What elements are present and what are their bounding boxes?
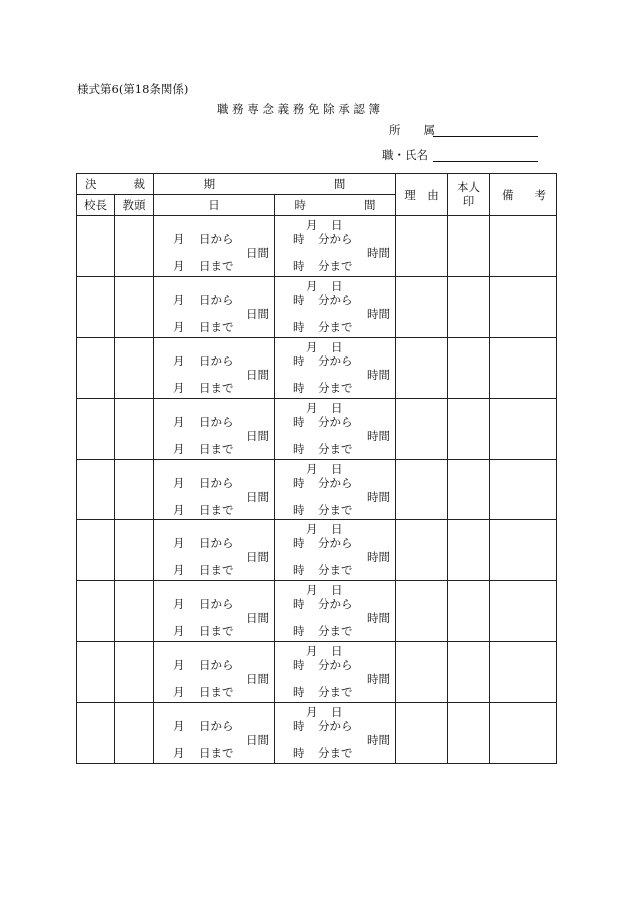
date-from-day-label: 日から — [199, 475, 234, 490]
seal-cell[interactable] — [448, 276, 490, 337]
principal-approval-cell[interactable] — [77, 581, 115, 642]
date-to-month-label: 月 — [173, 259, 185, 273]
remarks-cell[interactable] — [490, 459, 557, 520]
remarks-header — [490, 174, 557, 216]
remarks-cell[interactable] — [490, 398, 557, 459]
affiliation-field[interactable] — [433, 136, 538, 137]
day-period-cell — [154, 642, 275, 703]
name-field[interactable] — [433, 161, 538, 162]
time-day-label: 日 — [331, 705, 343, 719]
time-from-min-label: 分から — [318, 414, 353, 429]
reason-header: 理 由 — [396, 174, 448, 216]
table-row — [77, 703, 557, 764]
principal-approval-cell[interactable] — [77, 276, 115, 337]
remarks-cell[interactable] — [490, 216, 557, 277]
table-row — [77, 520, 557, 581]
reason-cell[interactable] — [396, 520, 448, 581]
time-period-cell — [275, 337, 396, 398]
time-hours-label: 時間 — [367, 733, 390, 747]
time-month-label: 月 — [306, 339, 318, 354]
time-hours-label: 時間 — [367, 672, 390, 687]
date-from-month-label: 月 — [173, 536, 185, 551]
time-hours-label: 時間 — [367, 246, 390, 260]
date-to-day-label: 日まで — [199, 502, 234, 517]
time-from-min-label: 分から — [318, 597, 353, 612]
time-period-cell — [275, 216, 396, 277]
date-to-month-label: 月 — [173, 502, 185, 517]
table-row — [77, 581, 557, 642]
time-hours-label: 時間 — [367, 367, 390, 382]
period-header-left: 期 — [203, 177, 216, 191]
date-days-label: 日間 — [246, 306, 269, 321]
time-to-hour-label: 時 — [293, 259, 305, 273]
time-from-min-label: 分から — [318, 658, 353, 673]
date-to-day-label: 日まで — [199, 563, 234, 578]
time-period-cell — [275, 398, 396, 459]
time-day-label: 日 — [331, 461, 343, 476]
day-period-cell — [154, 581, 275, 642]
time-header-right: 間 — [364, 198, 376, 212]
time-to-hour-label: 時 — [293, 563, 305, 578]
date-from-month-label: 月 — [173, 658, 185, 673]
time-day-label: 日 — [331, 339, 343, 354]
table-row — [77, 337, 557, 398]
date-from-month-label: 月 — [173, 292, 185, 307]
time-from-hour-label: 時 — [293, 232, 305, 246]
date-to-month-label: 月 — [173, 319, 185, 334]
date-from-day-label: 日から — [199, 658, 234, 673]
time-from-min-label: 分から — [318, 719, 353, 733]
time-month-label: 月 — [306, 522, 318, 537]
date-from-day-label: 日から — [199, 292, 234, 307]
time-period-cell — [275, 520, 396, 581]
principal-approval-cell[interactable] — [77, 398, 115, 459]
form-number: 様式第6(第18条関係) — [77, 82, 189, 96]
time-to-hour-label: 時 — [293, 502, 305, 517]
time-from-hour-label: 時 — [293, 597, 305, 612]
time-from-hour-label: 時 — [293, 414, 305, 429]
date-from-day-label: 日から — [199, 536, 234, 551]
table-row — [77, 216, 557, 277]
time-from-hour-label: 時 — [293, 475, 305, 490]
date-to-day-label: 日まで — [199, 746, 234, 760]
date-days-label: 日間 — [246, 672, 269, 687]
principal-header: 校長 — [77, 195, 115, 216]
time-from-hour-label: 時 — [293, 292, 305, 307]
date-from-day-label: 日から — [199, 414, 234, 429]
time-to-hour-label: 時 — [293, 380, 305, 395]
date-to-month-label: 月 — [173, 563, 185, 578]
decision-header-right: 裁 — [133, 177, 145, 191]
time-month-label: 月 — [306, 583, 318, 598]
head-teacher-approval-cell[interactable] — [115, 642, 154, 703]
reason-cell[interactable] — [396, 642, 448, 703]
name-label: 職・氏名 — [382, 148, 428, 162]
date-to-month-label: 月 — [173, 746, 185, 760]
seal-cell[interactable] — [448, 459, 490, 520]
day-period-cell — [154, 276, 275, 337]
time-month-label: 月 — [306, 400, 318, 415]
date-days-label: 日間 — [246, 428, 269, 443]
date-to-month-label: 月 — [173, 685, 185, 700]
head-teacher-approval-cell[interactable] — [115, 398, 154, 459]
time-month-label: 月 — [306, 644, 318, 659]
decision-header — [77, 174, 154, 195]
time-to-min-label: 分まで — [318, 624, 353, 639]
time-from-hour-label: 時 — [293, 658, 305, 673]
time-day-label: 日 — [331, 522, 343, 537]
reason-cell[interactable] — [396, 337, 448, 398]
seal-cell[interactable] — [448, 642, 490, 703]
reason-cell[interactable] — [396, 459, 448, 520]
approval-register-table — [76, 173, 557, 764]
time-from-min-label: 分から — [318, 536, 353, 551]
date-from-month-label: 月 — [173, 414, 185, 429]
date-to-day-label: 日まで — [199, 685, 234, 700]
principal-approval-cell[interactable] — [77, 337, 115, 398]
date-to-month-label: 月 — [173, 380, 185, 395]
date-to-day-label: 日まで — [199, 319, 234, 334]
day-period-cell — [154, 398, 275, 459]
time-to-min-label: 分まで — [318, 685, 353, 700]
head-teacher-approval-cell[interactable] — [115, 276, 154, 337]
affiliation-label: 所 属 — [389, 123, 435, 137]
date-days-label: 日間 — [246, 489, 269, 504]
time-from-min-label: 分から — [318, 475, 353, 490]
time-to-hour-label: 時 — [293, 319, 305, 334]
time-hours-label: 時間 — [367, 550, 390, 565]
date-from-month-label: 月 — [173, 475, 185, 490]
day-period-cell — [154, 520, 275, 581]
time-from-hour-label: 時 — [293, 536, 305, 551]
reason-cell[interactable] — [396, 703, 448, 764]
reason-cell[interactable] — [396, 216, 448, 277]
time-from-min-label: 分から — [318, 353, 353, 368]
date-from-month-label: 月 — [173, 353, 185, 368]
day-period-cell — [154, 216, 275, 277]
time-to-hour-label: 時 — [293, 746, 305, 760]
time-from-hour-label: 時 — [293, 719, 305, 733]
head-teacher-approval-cell[interactable] — [115, 216, 154, 277]
date-from-day-label: 日から — [199, 719, 234, 733]
date-days-label: 日間 — [246, 367, 269, 382]
time-hours-label: 時間 — [367, 306, 390, 321]
time-to-min-label: 分まで — [318, 380, 353, 395]
time-to-min-label: 分まで — [318, 563, 353, 578]
remarks-cell[interactable] — [490, 276, 557, 337]
principal-approval-cell[interactable] — [77, 520, 115, 581]
time-from-min-label: 分から — [318, 292, 353, 307]
time-day-label: 日 — [331, 218, 343, 232]
date-to-day-label: 日まで — [199, 380, 234, 395]
principal-approval-cell[interactable] — [77, 642, 115, 703]
date-from-day-label: 日から — [199, 597, 234, 612]
table-row — [77, 276, 557, 337]
seal-cell[interactable] — [448, 216, 490, 277]
form-title: 職 務 専 念 義 務 免 除 承 認 簿 — [217, 102, 381, 116]
date-days-label: 日間 — [246, 246, 269, 260]
period-header — [154, 174, 396, 195]
remarks-header-right: 考 — [534, 187, 546, 202]
time-hours-label: 時間 — [367, 611, 390, 626]
day-period-cell — [154, 337, 275, 398]
seal-header-line2: 印 — [462, 193, 475, 208]
remarks-cell[interactable] — [490, 337, 557, 398]
head-teacher-approval-cell[interactable] — [115, 459, 154, 520]
time-month-label: 月 — [306, 278, 318, 293]
remarks-cell[interactable] — [490, 581, 557, 642]
reason-cell[interactable] — [396, 398, 448, 459]
date-days-label: 日間 — [246, 550, 269, 565]
period-header-right: 間 — [333, 177, 346, 191]
time-hours-label: 時間 — [367, 428, 390, 443]
remarks-cell[interactable] — [490, 703, 557, 764]
time-period-cell — [275, 459, 396, 520]
seal-header-line1: 本人 — [457, 180, 480, 195]
time-period-cell — [275, 581, 396, 642]
reason-cell[interactable] — [396, 276, 448, 337]
seal-header — [448, 174, 490, 216]
seal-cell[interactable] — [448, 337, 490, 398]
date-from-month-label: 月 — [173, 232, 185, 246]
seal-cell[interactable] — [448, 520, 490, 581]
head-teacher-header: 教頭 — [115, 195, 154, 216]
date-days-label: 日間 — [246, 611, 269, 626]
time-to-hour-label: 時 — [293, 685, 305, 700]
principal-approval-cell[interactable] — [77, 459, 115, 520]
time-header-left: 時 — [294, 198, 306, 212]
time-month-label: 月 — [306, 218, 318, 232]
principal-approval-cell[interactable] — [77, 216, 115, 277]
time-to-min-label: 分まで — [318, 259, 353, 273]
header-row-1 — [77, 174, 557, 195]
time-to-min-label: 分まで — [318, 746, 353, 760]
date-from-month-label: 月 — [173, 719, 185, 733]
time-day-label: 日 — [331, 400, 343, 415]
date-days-label: 日間 — [246, 733, 269, 747]
date-to-day-label: 日まで — [199, 441, 234, 456]
remarks-cell[interactable] — [490, 642, 557, 703]
time-header — [275, 195, 396, 216]
time-day-label: 日 — [331, 644, 343, 659]
time-to-min-label: 分まで — [318, 441, 353, 456]
remarks-cell[interactable] — [490, 520, 557, 581]
head-teacher-approval-cell[interactable] — [115, 520, 154, 581]
reason-cell[interactable] — [396, 581, 448, 642]
seal-cell[interactable] — [448, 398, 490, 459]
time-month-label: 月 — [306, 705, 318, 719]
time-to-min-label: 分まで — [318, 319, 353, 334]
date-to-day-label: 日まで — [199, 259, 234, 273]
principal-approval-cell[interactable] — [77, 703, 115, 764]
date-from-day-label: 日から — [199, 232, 234, 246]
time-hours-label: 時間 — [367, 489, 390, 504]
date-from-month-label: 月 — [173, 597, 185, 612]
time-to-min-label: 分まで — [318, 502, 353, 517]
remarks-header-left: 備 — [502, 187, 514, 202]
decision-header-left: 決 — [85, 177, 97, 191]
table-row — [77, 642, 557, 703]
time-day-label: 日 — [331, 583, 343, 598]
table-row — [77, 459, 557, 520]
head-teacher-approval-cell[interactable] — [115, 581, 154, 642]
date-from-day-label: 日から — [199, 353, 234, 368]
time-to-hour-label: 時 — [293, 441, 305, 456]
time-period-cell — [275, 276, 396, 337]
time-period-cell — [275, 642, 396, 703]
head-teacher-approval-cell[interactable] — [115, 703, 154, 764]
seal-cell[interactable] — [448, 703, 490, 764]
time-from-hour-label: 時 — [293, 353, 305, 368]
time-to-hour-label: 時 — [293, 624, 305, 639]
day-header: 日 — [154, 195, 275, 216]
time-period-cell — [275, 703, 396, 764]
seal-cell[interactable] — [448, 581, 490, 642]
day-period-cell — [154, 459, 275, 520]
time-month-label: 月 — [306, 461, 318, 476]
head-teacher-approval-cell[interactable] — [115, 337, 154, 398]
day-period-cell — [154, 703, 275, 764]
date-to-month-label: 月 — [173, 624, 185, 639]
time-day-label: 日 — [331, 278, 343, 293]
date-to-month-label: 月 — [173, 441, 185, 456]
date-to-day-label: 日まで — [199, 624, 234, 639]
time-from-min-label: 分から — [318, 232, 353, 246]
table-row — [77, 398, 557, 459]
